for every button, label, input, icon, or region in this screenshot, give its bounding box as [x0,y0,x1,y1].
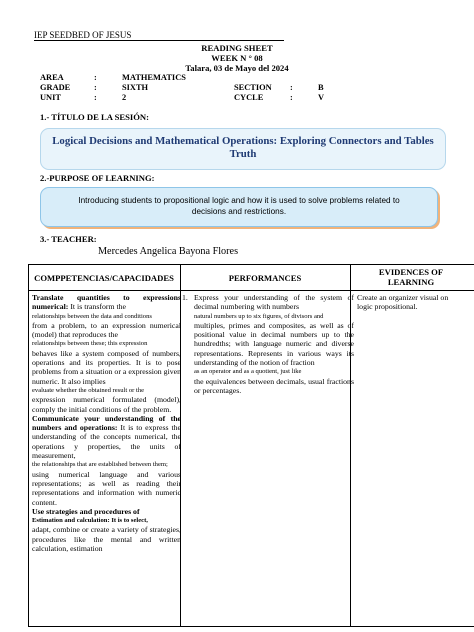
grade-label: GRADE [40,83,71,92]
competencies-cell [32,293,181,553]
performance-text: as an operator and as a quotient, just like [194,368,302,376]
performance-text: the equivalences between decimals, usual fractions or percentages. [194,376,354,395]
performances-cell [194,293,354,395]
competency-strategies [32,507,181,516]
competency-text: relationships between these; this expression [32,340,148,348]
section-label: SECTION [234,83,272,92]
area-label: AREA [40,73,64,82]
area-colon: : [94,73,97,82]
section-value: B [318,83,324,92]
competency-text: It is transform the [68,302,126,312]
unit-value: 2 [122,93,127,102]
competency-strategies-sub [32,516,181,525]
performance-text: multiples, primes and composites, as well as of positional value in decimal numbers up to the hundredths; with language numeric and diverse representations. Represents in various ways its understanding of the notion of fraction [194,320,354,368]
competency-text: It is to express the understanding of the concepts numerical, the operations y properties, the units of measurement, [32,423,181,461]
session-title: Logical Decisions and Mathematical Operations: Exploring Connectors and Tables Truth [52,135,434,160]
sheet-title: READING SHEET [201,43,273,53]
cycle-colon: : [290,93,293,102]
competency-text: the relationships that are established between them; [32,461,168,469]
competency-strategies-title-2: Estimation and calculation: It is to select, [32,517,148,525]
cycle-label: CYCLE [234,93,264,102]
competency-text: expression numerical formulated (model), comply the initial conditions of the problem. [32,395,181,414]
purpose-heading: 2.-PURPOSE OF LEARNING: [40,173,155,183]
competency-communicate [32,414,181,460]
session-title-box [40,128,446,170]
competency-translate-title: Translate quantities to expressions numerical: [32,293,181,312]
teacher-heading: 3.- TEACHER: [40,234,97,244]
performance-text: natural numbers up to six figures, of divisors and [194,312,324,320]
date-line: Talara, 03 de Mayo del 2024 [185,63,289,73]
area-value: MATHEMATICS [122,73,186,82]
competency-strategies-title: Use strategies and procedures of [32,506,140,516]
performance-text: Express your understanding of the system of decimal numbering with numbers [194,293,354,312]
grade-value: SIXTH [122,83,149,92]
school-name: IEP SEEDBED OF JESUS [34,30,132,40]
competency-communicate-title: Communicate your understanding of the numbers and operations: [32,413,181,433]
unit-colon: : [94,93,97,102]
evidence-cell: Create an organizer visual on logic propositional. [357,293,449,312]
performance-number: 1. [182,293,188,302]
section-colon: : [290,83,293,92]
unit-label: UNIT [40,93,61,102]
header-competencies: COMPPETENCIAS/CAPACIDADES [34,273,174,283]
purpose-text: Introducing students to propositional logic and how it is used to solve problems related to decisions and restrictions. [78,196,400,216]
competency-text: behaves like a system composed of numbers, operations and its properties. It is to pose problems from a situation or a expression given numeric. It also implies [32,348,181,386]
competency-text: using numerical language and various representations; as well as reading their representations and information with numeric content. [32,469,181,507]
purpose-box [40,187,438,227]
session-title-heading: 1.- TÍTULO DE LA SESIÓN: [40,112,149,122]
cycle-value: V [318,93,325,102]
teacher-name: Mercedes Angelica Bayona Flores [98,246,239,257]
competency-text: evaluate whether the obtained result or the [32,386,145,394]
table-header-divider [28,290,474,291]
header-performances: PERFORMANCES [228,273,302,283]
grade-colon: : [94,83,97,92]
competency-text: adapt, combine or create a variety of strategies, procedures like the mental and written calculation, estimation [32,525,181,554]
competency-text: from a problem, to an expression numerical (model) that reproduces the [32,320,181,340]
competency-text: relationships between the data and conditions [32,312,152,320]
school-underline [34,40,284,41]
week-number: WEEK N ° 08 [211,53,263,63]
competency-translate [32,293,181,312]
header-evidences: EVIDENCES OF LEARNING [378,267,444,287]
